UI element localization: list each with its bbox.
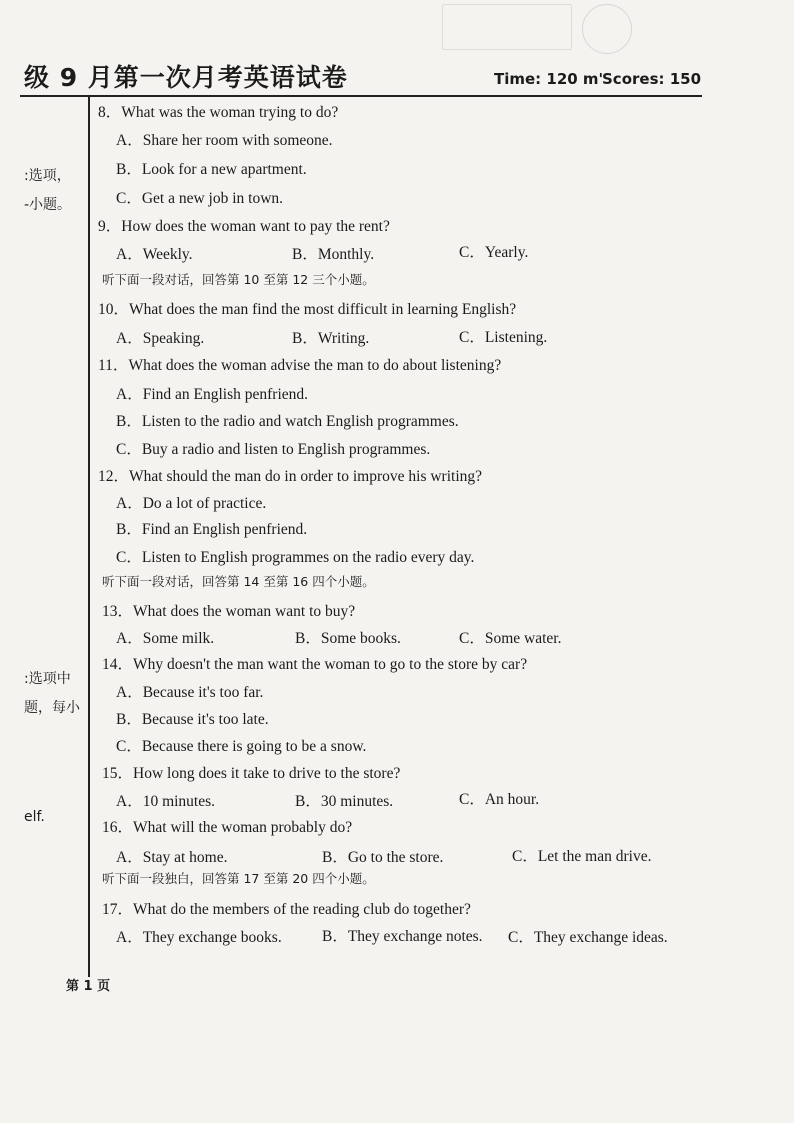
option-10a: A．Speaking. [116, 330, 205, 347]
option-11a: A．Find an English penfriend. [116, 386, 309, 403]
option-16b: B．Go to the store. [322, 849, 444, 866]
option-8c: C．Get a new job in town. [116, 190, 284, 207]
question-9: 9．How does the woman want to pay the rent? [98, 218, 390, 235]
question-10: 10．What does the man find the most difficult in learning English? [98, 301, 517, 318]
exam-title: 级 9 月第一次月考英语试卷 [24, 63, 348, 92]
side-fragment: -小题。 [24, 197, 72, 213]
option-12c: C．Listen to English programmes on the radio every day. [116, 549, 475, 566]
option-15b: B．30 minutes. [295, 793, 394, 810]
option-14c: C．Because there is going to be a snow. [116, 738, 367, 755]
option-13a: A．Some milk. [116, 630, 215, 647]
option-8a: A．Share her room with someone. [116, 132, 333, 149]
page-number: 第 1 页 [66, 979, 111, 994]
scores-label: Scores: 150 [602, 70, 702, 88]
option-16c: C．Let the man drive. [512, 848, 652, 865]
option-9a: A．Weekly. [116, 246, 193, 263]
option-9c: C．Yearly. [459, 244, 529, 261]
option-14b: B．Because it's too late. [116, 711, 269, 728]
school-stamp-mark [442, 4, 572, 50]
option-9b: B．Monthly. [292, 246, 375, 263]
option-14a: A．Because it's too far. [116, 684, 264, 701]
time-label: Time: 120 m' [494, 70, 604, 88]
side-fragment: :选项中 [24, 671, 71, 687]
section-instruction: 听下面一段对话，回答第 10 至第 12 三个小题。 [102, 272, 375, 287]
option-13b: B．Some books. [295, 630, 401, 647]
option-13c: C．Some water. [459, 630, 562, 647]
option-11b: B．Listen to the radio and watch English programmes. [116, 413, 459, 430]
option-10b: B．Writing. [292, 330, 370, 347]
section-instruction: 听下面一段独白，回答第 17 至第 20 四个小题。 [102, 871, 375, 886]
option-17b: B．They exchange notes. [322, 928, 483, 945]
option-17a: A．They exchange books. [116, 929, 282, 946]
side-fragment: :选项， [24, 168, 71, 184]
option-11c: C．Buy a radio and listen to English programmes. [116, 441, 431, 458]
header-rule [20, 95, 702, 97]
question-16: 16．What will the woman probably do? [102, 819, 353, 836]
question-14: 14．Why doesn't the man want the woman to go to the store by car? [102, 656, 528, 673]
option-8b: B．Look for a new apartment. [116, 161, 307, 178]
question-15: 15．How long does it take to drive to the store? [102, 765, 401, 782]
option-10c: C．Listening. [459, 329, 548, 346]
question-13: 13．What does the woman want to buy? [102, 603, 356, 620]
side-fragment: 题，每小 [24, 700, 80, 716]
option-12a: A．Do a lot of practice. [116, 495, 267, 512]
question-8: 8．What was the woman trying to do? [98, 104, 339, 121]
seal-mark [582, 4, 632, 54]
side-fragment: elf. [24, 809, 45, 825]
option-15c: C．An hour. [459, 791, 540, 808]
question-11: 11．What does the woman advise the man to do about listening? [98, 357, 502, 374]
margin-rule [88, 97, 90, 977]
option-16a: A．Stay at home. [116, 849, 228, 866]
option-17c: C．They exchange ideas. [508, 929, 668, 946]
section-instruction: 听下面一段对话，回答第 14 至第 16 四个小题。 [102, 574, 375, 589]
question-17: 17．What do the members of the reading club do together? [102, 901, 471, 918]
question-12: 12．What should the man do in order to improve his writing? [98, 468, 483, 485]
option-15a: A．10 minutes. [116, 793, 216, 810]
option-12b: B．Find an English penfriend. [116, 521, 308, 538]
